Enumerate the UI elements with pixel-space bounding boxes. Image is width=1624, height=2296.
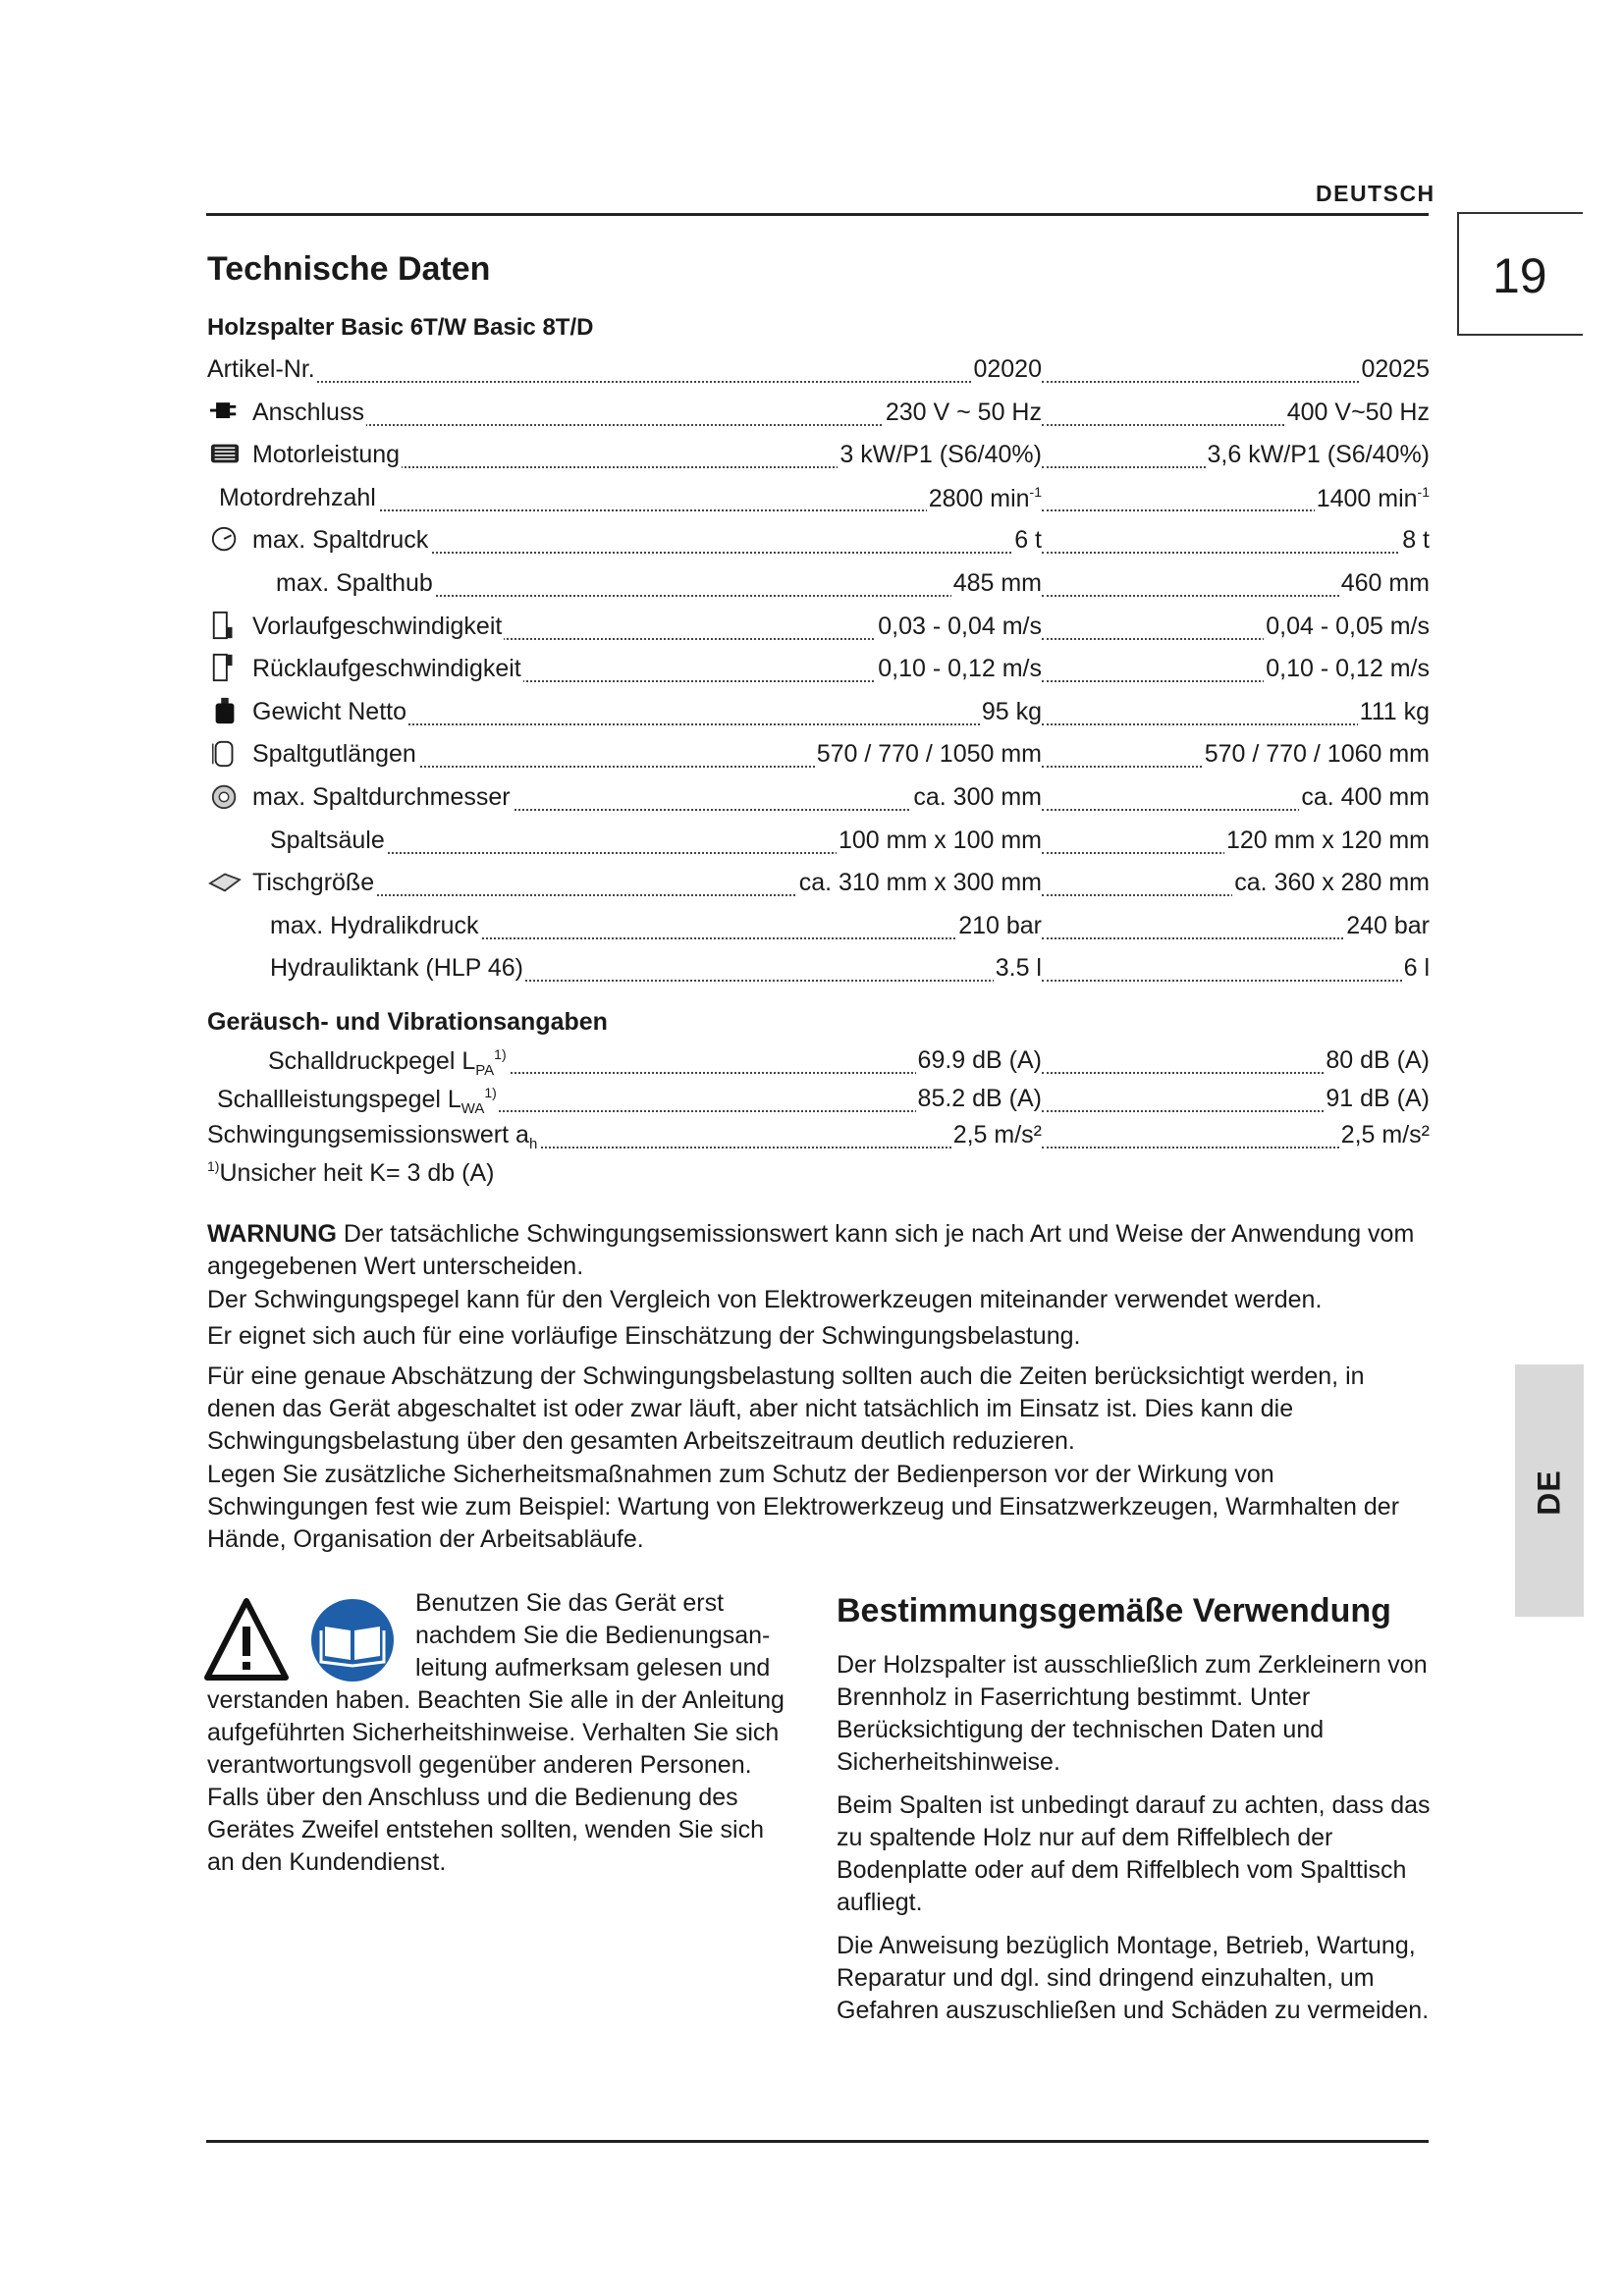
spec-value-8t: 8 t: [1402, 526, 1430, 555]
spec-row: [207, 565, 1430, 601]
spec-label: Spaltsäule: [270, 826, 385, 854]
spec-value-8t: 3,6 kW/P1 (S6/40%): [1207, 441, 1430, 469]
spec-row: [207, 779, 1430, 815]
spec-value-8t: 80 dB (A): [1326, 1046, 1430, 1074]
spec-row: [207, 1081, 1430, 1116]
spec-value-8t: 240 bar: [1346, 911, 1430, 939]
spec-label: Gewicht Netto: [252, 697, 407, 725]
section-title: Bestimmungsgemäße Verwendung: [837, 1592, 1391, 1629]
spec-value-8t: ca. 360 x 280 mm: [1234, 869, 1430, 897]
spec-row: [207, 480, 1430, 515]
noise-heading: Geräusch- und Vibrationsangaben: [207, 1008, 608, 1036]
spec-row: [207, 1117, 1430, 1152]
model-heading: Holzspalter Basic 6T/W Basic 8T/D: [207, 314, 594, 341]
paragraph: Für eine genaue Abschätzung der Schwingungsbelastung sollten auch die Zeiten berücksichtigt werden, in denen das Gerät abgeschaltet ist oder zwar läuft, aber nicht tatsächlich im Einsatz ist. Dies kann die Schwingungsbelastung über den gesamten Arbeitszeitraum deutlich reduzieren.: [207, 1362, 1365, 1455]
spec-value-8t: 0,04 - 0,05 m/s: [1266, 612, 1430, 640]
spec-value-8t: 02025: [1361, 355, 1430, 383]
dot-leader: [207, 355, 1042, 383]
spec-row: [207, 609, 1430, 644]
spec-value-6t: 95 kg: [981, 697, 1042, 725]
spec-value-6t: 02020: [973, 355, 1042, 383]
spec-value-6t: 6 t: [1014, 526, 1042, 555]
spec-value-8t: 400 V~50 Hz: [1286, 398, 1430, 426]
spec-value-6t: 85.2 dB (A): [917, 1085, 1042, 1112]
spec-label: Rücklaufgeschwindigkeit: [252, 655, 521, 683]
spec-row: [207, 908, 1430, 943]
paragraph: Die Anweisung bezüglich Montage, Betrieb, Wartung, Reparatur und dgl. sind dringend einzuhalten, um Gefahren auszuschließen und Schäden zu vermeiden.: [837, 1932, 1430, 2024]
spec-label: Anschluss: [252, 398, 364, 426]
spec-label: Schallleistungspegel $L_{WA}^{1)}$: [217, 1085, 497, 1117]
spec-row: [207, 522, 1430, 558]
spec-value-8t: 2,5 m/s²: [1340, 1121, 1430, 1148]
page-number: 19: [1492, 248, 1547, 303]
spec-value-8t: 0,10 - 0,12 m/s: [1266, 655, 1430, 683]
table-icon: [207, 867, 243, 896]
gauge-icon: [207, 524, 243, 554]
log-length-icon: [207, 738, 243, 768]
spec-value-6t: 485 mm: [952, 569, 1042, 597]
ram-up-icon: [207, 653, 243, 682]
plug-icon: [207, 397, 243, 426]
spec-value-8t: 91 dB (A): [1326, 1085, 1430, 1112]
top-rule: [206, 213, 1429, 216]
spec-value-6t: 210 bar: [958, 911, 1042, 939]
spec-value-6t: ca. 300 mm: [913, 783, 1042, 811]
intro-line: leitung aufmerksam gelesen und: [415, 1654, 771, 1682]
language-side-tab-label: DE: [1531, 1469, 1567, 1516]
spec-value-6t: 3.5 l: [995, 954, 1042, 983]
spec-label: max. Hydralikdruck: [270, 911, 479, 939]
spec-value-8t: 570 / 770 / 1060 mm: [1204, 740, 1430, 769]
paragraph: Der Holzspalter ist ausschließlich zum Zerkleinern von Brennholz in Faserrichtung bestimmt. Unter Berücksichtigung der technischen Daten und Sicherheitshinweise.: [837, 1651, 1428, 1776]
intro-line: nachdem Sie die Bedienungsan-: [415, 1622, 771, 1649]
spec-value-8t: 120 mm x 120 mm: [1225, 826, 1430, 854]
footnote: [207, 1158, 494, 1188]
spec-value-8t: 6 l: [1403, 954, 1430, 983]
ram-down-icon: [207, 611, 243, 640]
footnote-mark: 1): [207, 1158, 220, 1174]
spec-label: Hydrauliktank (HLP 46): [270, 954, 523, 983]
spec-label: Motorleistung: [252, 441, 401, 469]
motor-icon: [207, 439, 243, 468]
log-diameter-icon: [207, 781, 243, 811]
weight-icon: [207, 696, 243, 725]
spec-row: [207, 437, 1430, 472]
spec-row: [207, 694, 1430, 729]
paragraph: Legen Sie zusätzliche Sicherheitsmaßnahmen zum Schutz der Bedienperson vor der Wirkung von Schwingungen fest wie zum Beispiel: Wartung von Elektrowerkzeug und Einsatzwerkzeugen, Warmhalten der Hände, Organisation der Arbeitsabläufe.: [207, 1461, 1400, 1553]
spec-value-6t: 3 kW/P1 (S6/40%): [839, 441, 1042, 469]
spec-row: [207, 351, 1430, 387]
warning-paragraph: [207, 1218, 1425, 1283]
paragraph: Er eignet sich auch für eine vorläufige Einschätzung der Schwingungsbelastung.: [207, 1322, 1081, 1350]
spec-label: Tischgröße: [252, 869, 375, 897]
spec-value-8t: 1400 $\min^{-1}$: [1316, 483, 1430, 512]
spec-value-6t: 69.9 dB (A): [917, 1046, 1042, 1074]
spec-value-6t: 230 V ~ 50 Hz: [885, 398, 1042, 426]
spec-label: max. Spaltdruck: [252, 526, 429, 555]
spec-value-6t: 2800 $\min^{-1}$: [928, 483, 1042, 512]
paragraph: Der Schwingungspegel kann für den Vergleich von Elektrowerkzeugen miteinander verwendet werden.: [207, 1286, 1323, 1313]
spec-label: Schalldruckpegel $L_{PA}^{1)}$: [268, 1046, 507, 1079]
spec-value-6t: 2,5 m/s²: [952, 1121, 1042, 1148]
spec-label: Vorlaufgeschwindigkeit: [252, 612, 503, 640]
spec-value-8t: 460 mm: [1340, 569, 1430, 597]
spec-value-8t: ca. 400 mm: [1301, 783, 1430, 811]
spec-label: Artikel-Nr.: [207, 355, 315, 383]
spec-value-6t: ca. 310 mm x 300 mm: [798, 869, 1042, 897]
footnote-text: Unsicher heit K= 3 db (A): [219, 1159, 495, 1187]
warning-lead: WARNUNG: [207, 1220, 337, 1248]
spec-label: Motordrehzahl: [219, 483, 376, 511]
spec-value-6t: 0,03 - 0,04 m/s: [878, 612, 1042, 640]
spec-label: max. Spalthub: [276, 569, 433, 597]
spec-label: Schwingungsemissionswert $a_h$: [207, 1121, 538, 1152]
right-column: [837, 1649, 1435, 2038]
spec-row: [207, 865, 1430, 900]
spec-row: [207, 651, 1430, 686]
spec-label: max. Spaltdurchmesser: [252, 783, 511, 811]
dot-leader: [1042, 526, 1430, 554]
spec-row: [207, 950, 1430, 986]
spec-row: [207, 395, 1430, 430]
spec-row: [207, 736, 1430, 772]
left-column: [207, 1587, 796, 1879]
left-column-text: verstanden haben. Beachten Sie alle in der Anleitung aufgeführten Sicherheitshinweise. Verhalten Sie sich verantwortungsvoll gegenüber anderen Personen. Falls über den Anschluss und die Bedienung des Gerätes Zweifel entstehen sollten, wenden Sie sich an den Kundendienst.: [207, 1686, 785, 1876]
spec-value-6t: 570 / 770 / 1050 mm: [816, 740, 1042, 769]
spec-row: [207, 823, 1430, 858]
spec-label: Spaltgutlängen: [252, 740, 416, 769]
language-header: DEUTSCH: [1316, 181, 1435, 206]
spec-value-8t: 111 kg: [1359, 697, 1430, 725]
warning-text: Der tatsächliche Schwingungsemissionswert kann sich je nach Art und Weise der Anwendung vom angegebenen Wert unterscheiden.: [207, 1220, 1415, 1280]
paragraph: Beim Spalten ist unbedingt darauf zu achten, dass das zu spaltende Holz nur auf dem Riffelblech der Bodenplatte oder auf dem Riffelblech vom Spalttisch aufliegt.: [837, 1791, 1431, 1916]
spec-value-6t: 100 mm x 100 mm: [838, 826, 1042, 854]
dot-leader: [1042, 954, 1430, 982]
spec-row: [207, 1042, 1430, 1078]
intro-line: Benutzen Sie das Gerät erst: [415, 1589, 725, 1617]
page-title: Technische Daten: [207, 250, 491, 288]
bottom-rule: [206, 2140, 1429, 2143]
spec-value-6t: 0,10 - 0,12 m/s: [878, 655, 1042, 683]
